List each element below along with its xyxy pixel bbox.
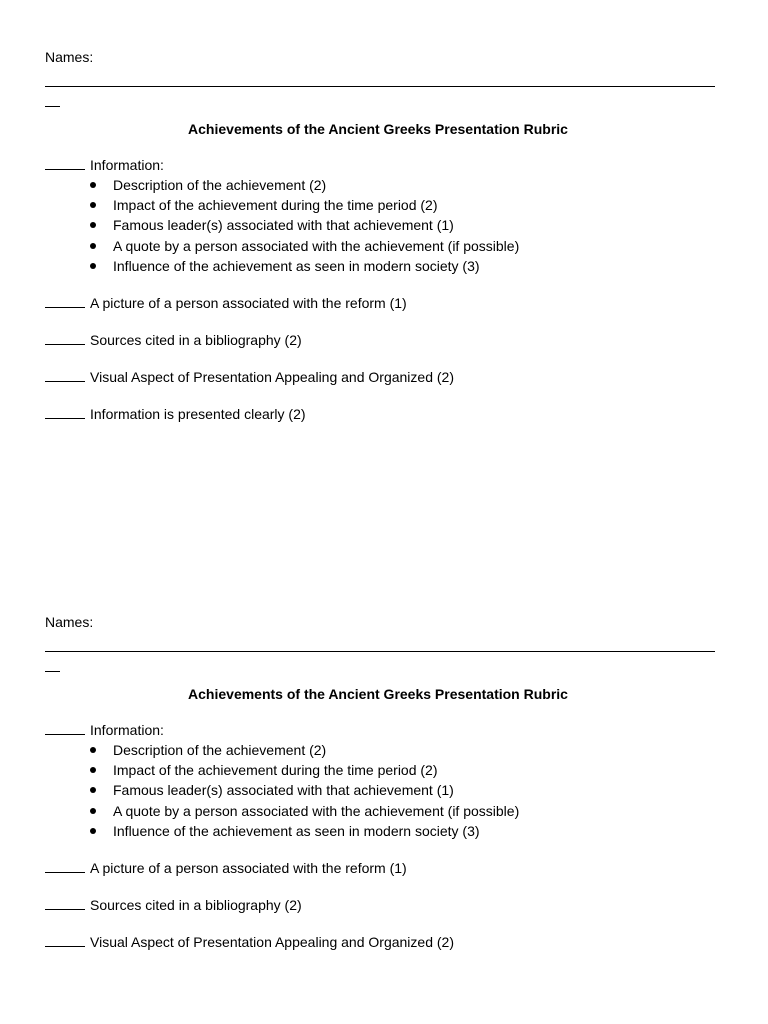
rubric-1 — [45, 47, 717, 424]
bullet-icon — [90, 202, 96, 208]
score-blank[interactable] — [45, 719, 85, 735]
information-list — [45, 740, 717, 841]
criterion-information — [45, 719, 717, 740]
names-underline-tail — [45, 671, 60, 672]
criterion-information — [45, 154, 717, 175]
criterion-label: Information: — [90, 157, 164, 173]
list-item: Description of the achievement (2) — [89, 175, 717, 195]
bullet-icon — [90, 767, 96, 773]
names-underline-tail — [45, 106, 60, 107]
information-list — [45, 175, 717, 276]
score-blank[interactable] — [45, 857, 85, 873]
criterion-picture — [45, 857, 717, 878]
score-blank[interactable] — [45, 894, 85, 910]
rubric-title: Achievements of the Ancient Greeks Presentation Rubric — [188, 121, 568, 137]
score-blank[interactable] — [45, 931, 85, 947]
bullet-icon — [90, 243, 96, 249]
list-item: Influence of the achievement as seen in modern society (3) — [89, 256, 717, 276]
criterion-picture — [45, 292, 717, 313]
bullet-icon — [90, 747, 96, 753]
list-item: Impact of the achievement during the time period (2) — [89, 760, 717, 780]
rubric-title: Achievements of the Ancient Greeks Presentation Rubric — [188, 686, 568, 702]
score-blank[interactable] — [45, 366, 85, 382]
names-entry-line[interactable] — [45, 632, 717, 672]
names-entry-line[interactable] — [45, 67, 717, 107]
names-underline — [45, 651, 715, 652]
bullet-icon — [90, 828, 96, 834]
bullet-icon — [90, 222, 96, 228]
criterion-label: A picture of a person associated with the reform (1) — [90, 860, 407, 877]
list-item: Description of the achievement (2) — [89, 740, 717, 760]
score-blank[interactable] — [45, 154, 85, 170]
list-item: A quote by a person associated with the achievement (if possible) — [89, 236, 717, 256]
bullet-icon — [90, 808, 96, 814]
list-item: Influence of the achievement as seen in modern society (3) — [89, 821, 717, 841]
criterion-label: Information is presented clearly (2) — [90, 406, 306, 423]
criterion-label: Information: — [90, 722, 164, 738]
list-item: Impact of the achievement during the time period (2) — [89, 195, 717, 215]
criterion-label: Sources cited in a bibliography (2) — [90, 332, 302, 349]
criterion-label: Sources cited in a bibliography (2) — [90, 897, 302, 914]
criterion-label: Visual Aspect of Presentation Appealing and Organized (2) — [90, 369, 454, 386]
list-item: Famous leader(s) associated with that achievement (1) — [89, 780, 717, 800]
score-blank[interactable] — [45, 292, 85, 308]
bullet-icon — [90, 787, 96, 793]
rubric-2 — [45, 612, 717, 952]
names-underline — [45, 86, 715, 87]
criterion-clarity — [45, 403, 717, 424]
score-blank[interactable] — [45, 329, 85, 345]
criterion-visual — [45, 366, 717, 387]
names-label: Names: — [45, 49, 94, 65]
list-item: Famous leader(s) associated with that achievement (1) — [89, 215, 717, 235]
bullet-icon — [90, 263, 96, 269]
bullet-icon — [90, 182, 96, 188]
criterion-label: Visual Aspect of Presentation Appealing and Organized (2) — [90, 934, 454, 951]
criterion-sources — [45, 329, 717, 350]
names-label: Names: — [45, 614, 94, 630]
criterion-sources — [45, 894, 717, 915]
list-item: A quote by a person associated with the achievement (if possible) — [89, 801, 717, 821]
score-blank[interactable] — [45, 403, 85, 419]
criterion-visual — [45, 931, 717, 952]
criterion-label: A picture of a person associated with the reform (1) — [90, 295, 407, 312]
